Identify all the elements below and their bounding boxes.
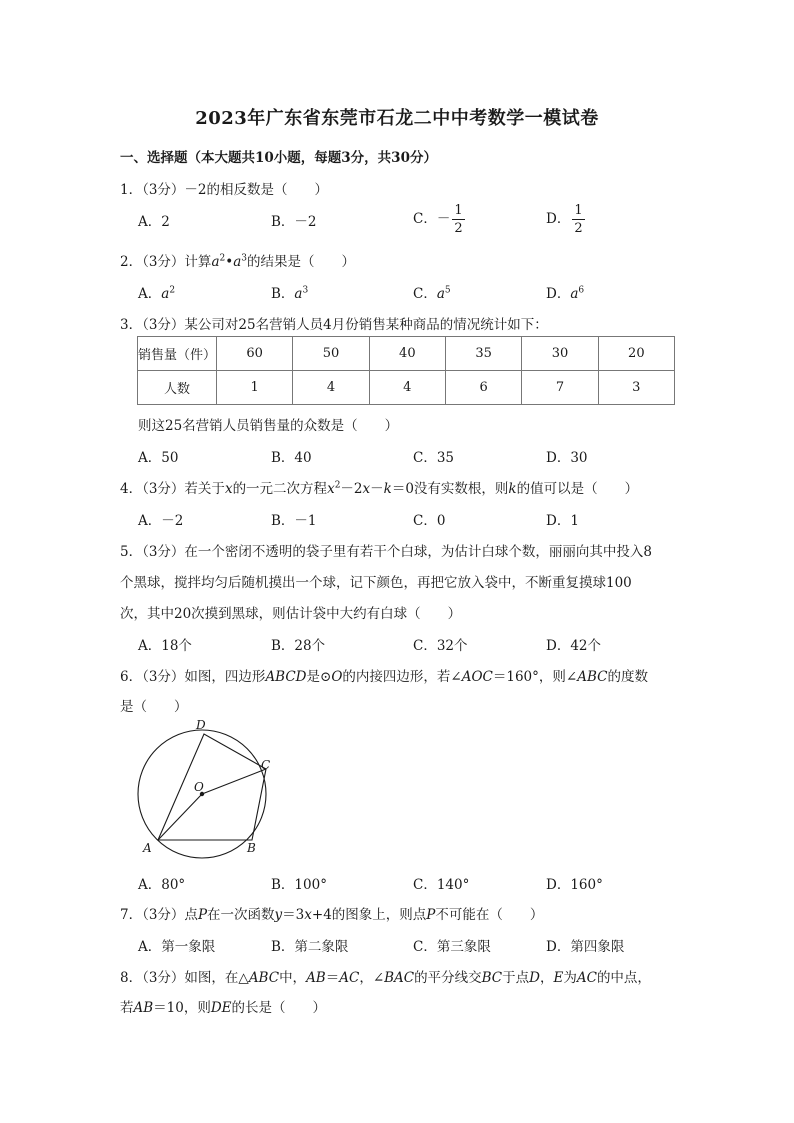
q6-option-c: C．140° [413,877,470,893]
table-cell: 60 [217,337,293,371]
table-cell: 50 [293,337,369,371]
question-7-options [138,935,698,959]
q5-option-c: C．32个 [413,638,468,654]
question-3-options [138,446,698,470]
q1-option-d: D． $\frac{1}{2}$ [546,203,583,236]
question-6-options [138,873,698,897]
q5-option-a: A．18个 [138,638,192,654]
question-4-stem: 4．（3分）若关于x的一元二次方程$x^2-2x-k=0$没有实数根，则k的值可以是（ ） [120,480,639,497]
q2-option-a: A．$a^2$ [138,285,176,302]
question-2-stem: 2．（3分）计算$a^2•a^3$的结果是（ ） [120,253,355,270]
table-cell: 40 [369,337,445,371]
q5-option-b: B．28个 [271,638,326,654]
label-a: A [143,841,152,855]
q7-option-b: B．第二象限 [271,939,349,955]
table-row-header: 销售量（件） [138,337,217,371]
segment-oa [158,794,202,840]
question-7-stem: 7．（3分）点P在一次函数y＝3x+4的图象上，则点P不可能在（ ） [120,907,544,923]
q1-option-c: C．－ $\frac{1}{2}$ [413,203,463,236]
table-cell: 1 [217,371,293,405]
quadrilateral-abcd [158,734,266,840]
cyclic-quadrilateral-figure [135,714,285,859]
question-6-stem-line-1: 6．（3分）如图，四边形ABCD是⊙O的内接四边形，若∠AOC＝160°，则∠ABC的度数 [120,669,648,685]
table-row-header: 人数 [138,371,217,405]
label-b: B [247,841,256,855]
q5-option-d: D．42个 [546,638,602,654]
table-cell: 3 [598,371,674,405]
q6-option-b: B．100° [271,877,327,893]
question-1-options [138,203,698,236]
question-5-options [138,634,698,658]
table-cell: 7 [522,371,598,405]
q2-option-b: B．$a^3$ [271,285,309,302]
section-heading: 一、选择题（本大题共10小题，每题3分，共30分） [120,150,437,166]
q3-option-d: D．30 [546,450,588,466]
q2-option-c: C．$a^5$ [413,285,451,302]
question-5-stem-line-3: 次，其中20次摸到黑球，则估计袋中大约有白球（ ） [120,606,462,622]
table-row [138,371,675,405]
question-3-followup: 则这25名营销人员销售量的众数是（ ） [138,418,399,434]
table-row [138,337,675,371]
q4-option-d: D．1 [546,513,579,529]
q3-option-c: C．35 [413,450,455,466]
q1-option-c-fraction: $\frac{1}{2}$ [454,203,463,236]
q1-option-d-fraction: $\frac{1}{2}$ [574,203,583,236]
question-1-stem: 1．（3分）－2的相反数是（ ） [120,182,329,198]
sales-table [137,336,675,405]
question-2-options [138,282,698,306]
question-6-stem-line-2: 是（ ） [120,699,188,715]
label-c: C [261,758,271,772]
q3-option-a: A．50 [138,450,179,466]
q4-option-b: B．－1 [271,513,317,529]
table-cell: 6 [445,371,521,405]
question-4-options [138,509,698,533]
question-8-stem-line-2: 若AB＝10，则DE的长是（ ） [120,1000,327,1016]
q2-option-d: D．$a^6$ [546,285,585,302]
q6-option-a: A．80° [138,877,186,893]
q4-option-a: A．－2 [138,513,184,529]
label-o: O [194,780,204,794]
table-cell: 4 [369,371,445,405]
q4-option-c: C．0 [413,513,446,529]
question-8-stem-line-1: 8．（3分）如图，在△ABC中，AB＝AC，∠BAC的平分线交BC于点D，E为AC的中点， [120,970,651,986]
q3-option-b: B．40 [271,450,312,466]
q6-option-d: D．160° [546,877,603,893]
label-d: D [196,718,206,732]
q1-option-b: B．－2 [271,214,317,230]
table-cell: 4 [293,371,369,405]
table-cell: 35 [445,337,521,371]
segment-oc [202,769,266,794]
question-5-stem-line-1: 5．（3分）在一个密闭不透明的袋子里有若干个白球，为估计白球个数，丽丽向其中投入8 [120,544,653,560]
question-5-stem-line-2: 个黑球，搅拌均匀后随机摸出一个球，记下颜色，再把它放入袋中，不断重复摸球100 [120,575,632,591]
table-cell: 30 [522,337,598,371]
question-3-stem: 3．（3分）某公司对25名营销人员4月份销售某种商品的情况统计如下： [120,317,548,333]
q7-option-a: A．第一象限 [138,939,216,955]
table-cell: 20 [598,337,674,371]
exam-title: 2023年广东省东莞市石龙二中中考数学一模试卷 [195,108,599,129]
q7-option-c: C．第三象限 [413,939,491,955]
q7-option-d: D．第四象限 [546,939,625,955]
q1-option-a: A．2 [138,214,170,230]
